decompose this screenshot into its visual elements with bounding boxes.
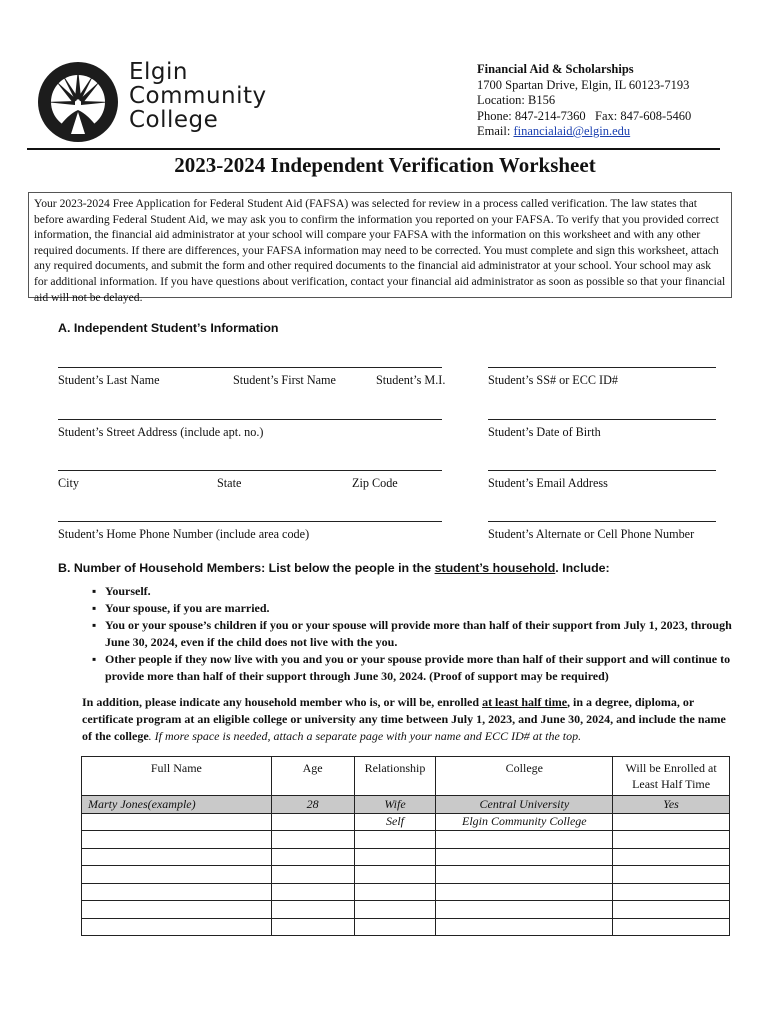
logo-line-1: Elgin <box>129 59 188 85</box>
para-italic: . If more space is needed, attach a separate page with your name and ECC ID# at the top. <box>148 729 582 743</box>
dob-label: Student’s Date of Birth <box>488 425 601 439</box>
para-pre: In addition, please indicate any household member who is, or will be, enrolled <box>82 695 483 709</box>
table-cell[interactable] <box>354 866 436 884</box>
first-name-label: Student’s First Name <box>233 373 336 387</box>
table-cell[interactable]: Self <box>354 813 436 831</box>
table-cell[interactable] <box>82 883 272 901</box>
page-title: 2023-2024 Independent Verification Worksheet <box>174 153 596 177</box>
table-cell[interactable] <box>271 831 354 849</box>
table-cell[interactable] <box>436 901 613 919</box>
table-cell[interactable] <box>436 848 613 866</box>
street-field-line[interactable] <box>58 419 442 420</box>
table-header-row <box>82 757 730 796</box>
list-item: ▪ Yourself. <box>92 583 732 600</box>
table-cell[interactable] <box>436 866 613 884</box>
intro-box: Your 2023-2024 Free Application for Federal Student Aid (FAFSA) was selected for review in a process called verification. The law states that before awarding Federal Student Aid, we may ask you to confirm the information you reported on your FAFSA. To verify that you provided correct information, the financial aid administrator at your school will compare your FAFSA with the information on this worksheet and with any other required documents. If there are differences, your FAFSA information may need to be corrected. You must complete and sign this worksheet, attach any required documents, and submit the form and other required documents to the financial aid administrator at your school. Your school may ask for additional information. If you have questions about verification, contact your financial aid administrator as soon as possible so that your financial aid will not be delayed. <box>28 192 732 298</box>
table-cell[interactable]: Elgin Community College <box>436 813 613 831</box>
office-name: Financial Aid & Scholarships <box>477 62 634 76</box>
col-header-relationship: Relationship <box>354 757 436 796</box>
state-label: State <box>217 476 242 490</box>
col-header-college: College <box>436 757 613 796</box>
table-cell[interactable] <box>613 848 730 866</box>
location: Location: B156 <box>477 93 556 107</box>
table-cell[interactable] <box>436 918 613 936</box>
ssn-field-line[interactable] <box>488 367 716 368</box>
para-mid: , in a degree, diploma, or certificate program at an eligible college or university any time between July 1, 2023, and June 30, 2024, and include the name of the college <box>82 695 726 743</box>
table-cell[interactable] <box>354 848 436 866</box>
phone-fax: Phone: 847-214-7360 Fax: 847-608-5460 <box>477 108 692 123</box>
zip-label: Zip Code <box>352 476 398 490</box>
table-row <box>82 813 730 831</box>
table-cell[interactable] <box>271 918 354 936</box>
table-cell[interactable] <box>354 901 436 919</box>
mi-label: Student’s M.I. <box>376 373 446 387</box>
table-row <box>82 866 730 884</box>
para-underlined: at least half time <box>482 695 568 709</box>
table-cell: Wife <box>354 796 436 814</box>
enrollment-instructions <box>82 694 732 745</box>
table-cell[interactable] <box>436 831 613 849</box>
table-cell: Central University <box>436 796 613 814</box>
table-cell[interactable] <box>82 813 272 831</box>
household-table <box>81 756 730 936</box>
last-name-label: Student’s Last Name <box>58 373 160 387</box>
street-label: Student’s Street Address (include apt. no.) <box>58 425 264 439</box>
col-header-enrolled: Will be Enrolled at Least Half Time <box>613 757 730 796</box>
table-row <box>82 848 730 866</box>
city-field-line[interactable] <box>58 470 442 471</box>
home-phone-label: Student’s Home Phone Number (include area code) <box>58 527 310 541</box>
alt-phone-label: Student’s Alternate or Cell Phone Number <box>488 527 695 541</box>
email-line <box>477 124 691 140</box>
table-cell[interactable] <box>271 866 354 884</box>
section-b-heading-underlined: student’s household <box>434 561 556 575</box>
table-row <box>82 901 730 919</box>
list-item: ▪ Your spouse, if you are married. <box>92 600 732 617</box>
table-cell[interactable] <box>613 831 730 849</box>
table-cell[interactable] <box>354 918 436 936</box>
table-cell[interactable] <box>271 813 354 831</box>
logo-line-2: Community <box>129 83 267 109</box>
table-cell[interactable] <box>613 813 730 831</box>
table-row <box>82 918 730 936</box>
logo-emblem-icon <box>37 60 123 144</box>
table-cell[interactable] <box>613 901 730 919</box>
inclusion-list <box>92 583 732 685</box>
city-label: City <box>58 476 79 490</box>
table-cell[interactable] <box>82 831 272 849</box>
table-cell[interactable] <box>82 901 272 919</box>
list-item: ▪ Other people if they now live with you and you or your spouse provide more than half of their support and will continue to provide more than half of their support through June 30, 2024. (Proof of support may be required) <box>92 651 732 685</box>
table-row <box>82 831 730 849</box>
ssn-label: Student’s SS# or ECC ID# <box>488 373 619 387</box>
logo-line-3: College <box>129 107 219 133</box>
table-cell[interactable] <box>436 883 613 901</box>
table-cell[interactable] <box>271 883 354 901</box>
email-field-line[interactable] <box>488 470 716 471</box>
alt-phone-field-line[interactable] <box>488 521 716 522</box>
address: 1700 Spartan Drive, Elgin, IL 60123-7193 <box>477 77 690 92</box>
list-item: ▪ You or your spouse’s children if you or your spouse will provide more than half of their support from July 1, 2023, through June 30, 2024, even if the child does not live with the you. <box>92 617 732 651</box>
name-field-line[interactable] <box>58 367 442 368</box>
table-cell[interactable] <box>82 848 272 866</box>
student-email-label: Student’s Email Address <box>488 476 608 490</box>
table-cell[interactable] <box>613 866 730 884</box>
table-cell: Yes <box>613 796 730 814</box>
table-cell: 28 <box>271 796 354 814</box>
home-phone-field-line[interactable] <box>58 521 442 522</box>
table-cell[interactable] <box>613 918 730 936</box>
table-cell[interactable] <box>613 883 730 901</box>
email-label: Email: <box>477 124 514 138</box>
table-cell[interactable] <box>82 918 272 936</box>
table-row-example <box>82 796 730 814</box>
table-cell[interactable] <box>354 831 436 849</box>
section-b-heading-post: . Include: <box>555 561 610 575</box>
col-header-full-name: Full Name <box>82 757 272 796</box>
dob-field-line[interactable] <box>488 419 716 420</box>
table-cell[interactable] <box>271 901 354 919</box>
col-header-age: Age <box>271 757 354 796</box>
section-b-heading-pre: B. Number of Household Members: List below the people in the <box>58 561 435 575</box>
email-link[interactable]: financialaid@elgin.edu <box>513 124 631 138</box>
table-cell[interactable] <box>82 866 272 884</box>
contact-info <box>477 62 691 140</box>
section-b-heading <box>58 561 610 575</box>
section-a-heading: A. Independent Student’s Information <box>58 321 279 335</box>
table-cell[interactable] <box>271 848 354 866</box>
college-logo <box>37 60 277 144</box>
header-divider <box>27 148 720 150</box>
logo-wordmark <box>129 60 267 132</box>
table-cell[interactable] <box>354 883 436 901</box>
table-cell: Marty Jones(example) <box>82 796 272 814</box>
table-row <box>82 883 730 901</box>
